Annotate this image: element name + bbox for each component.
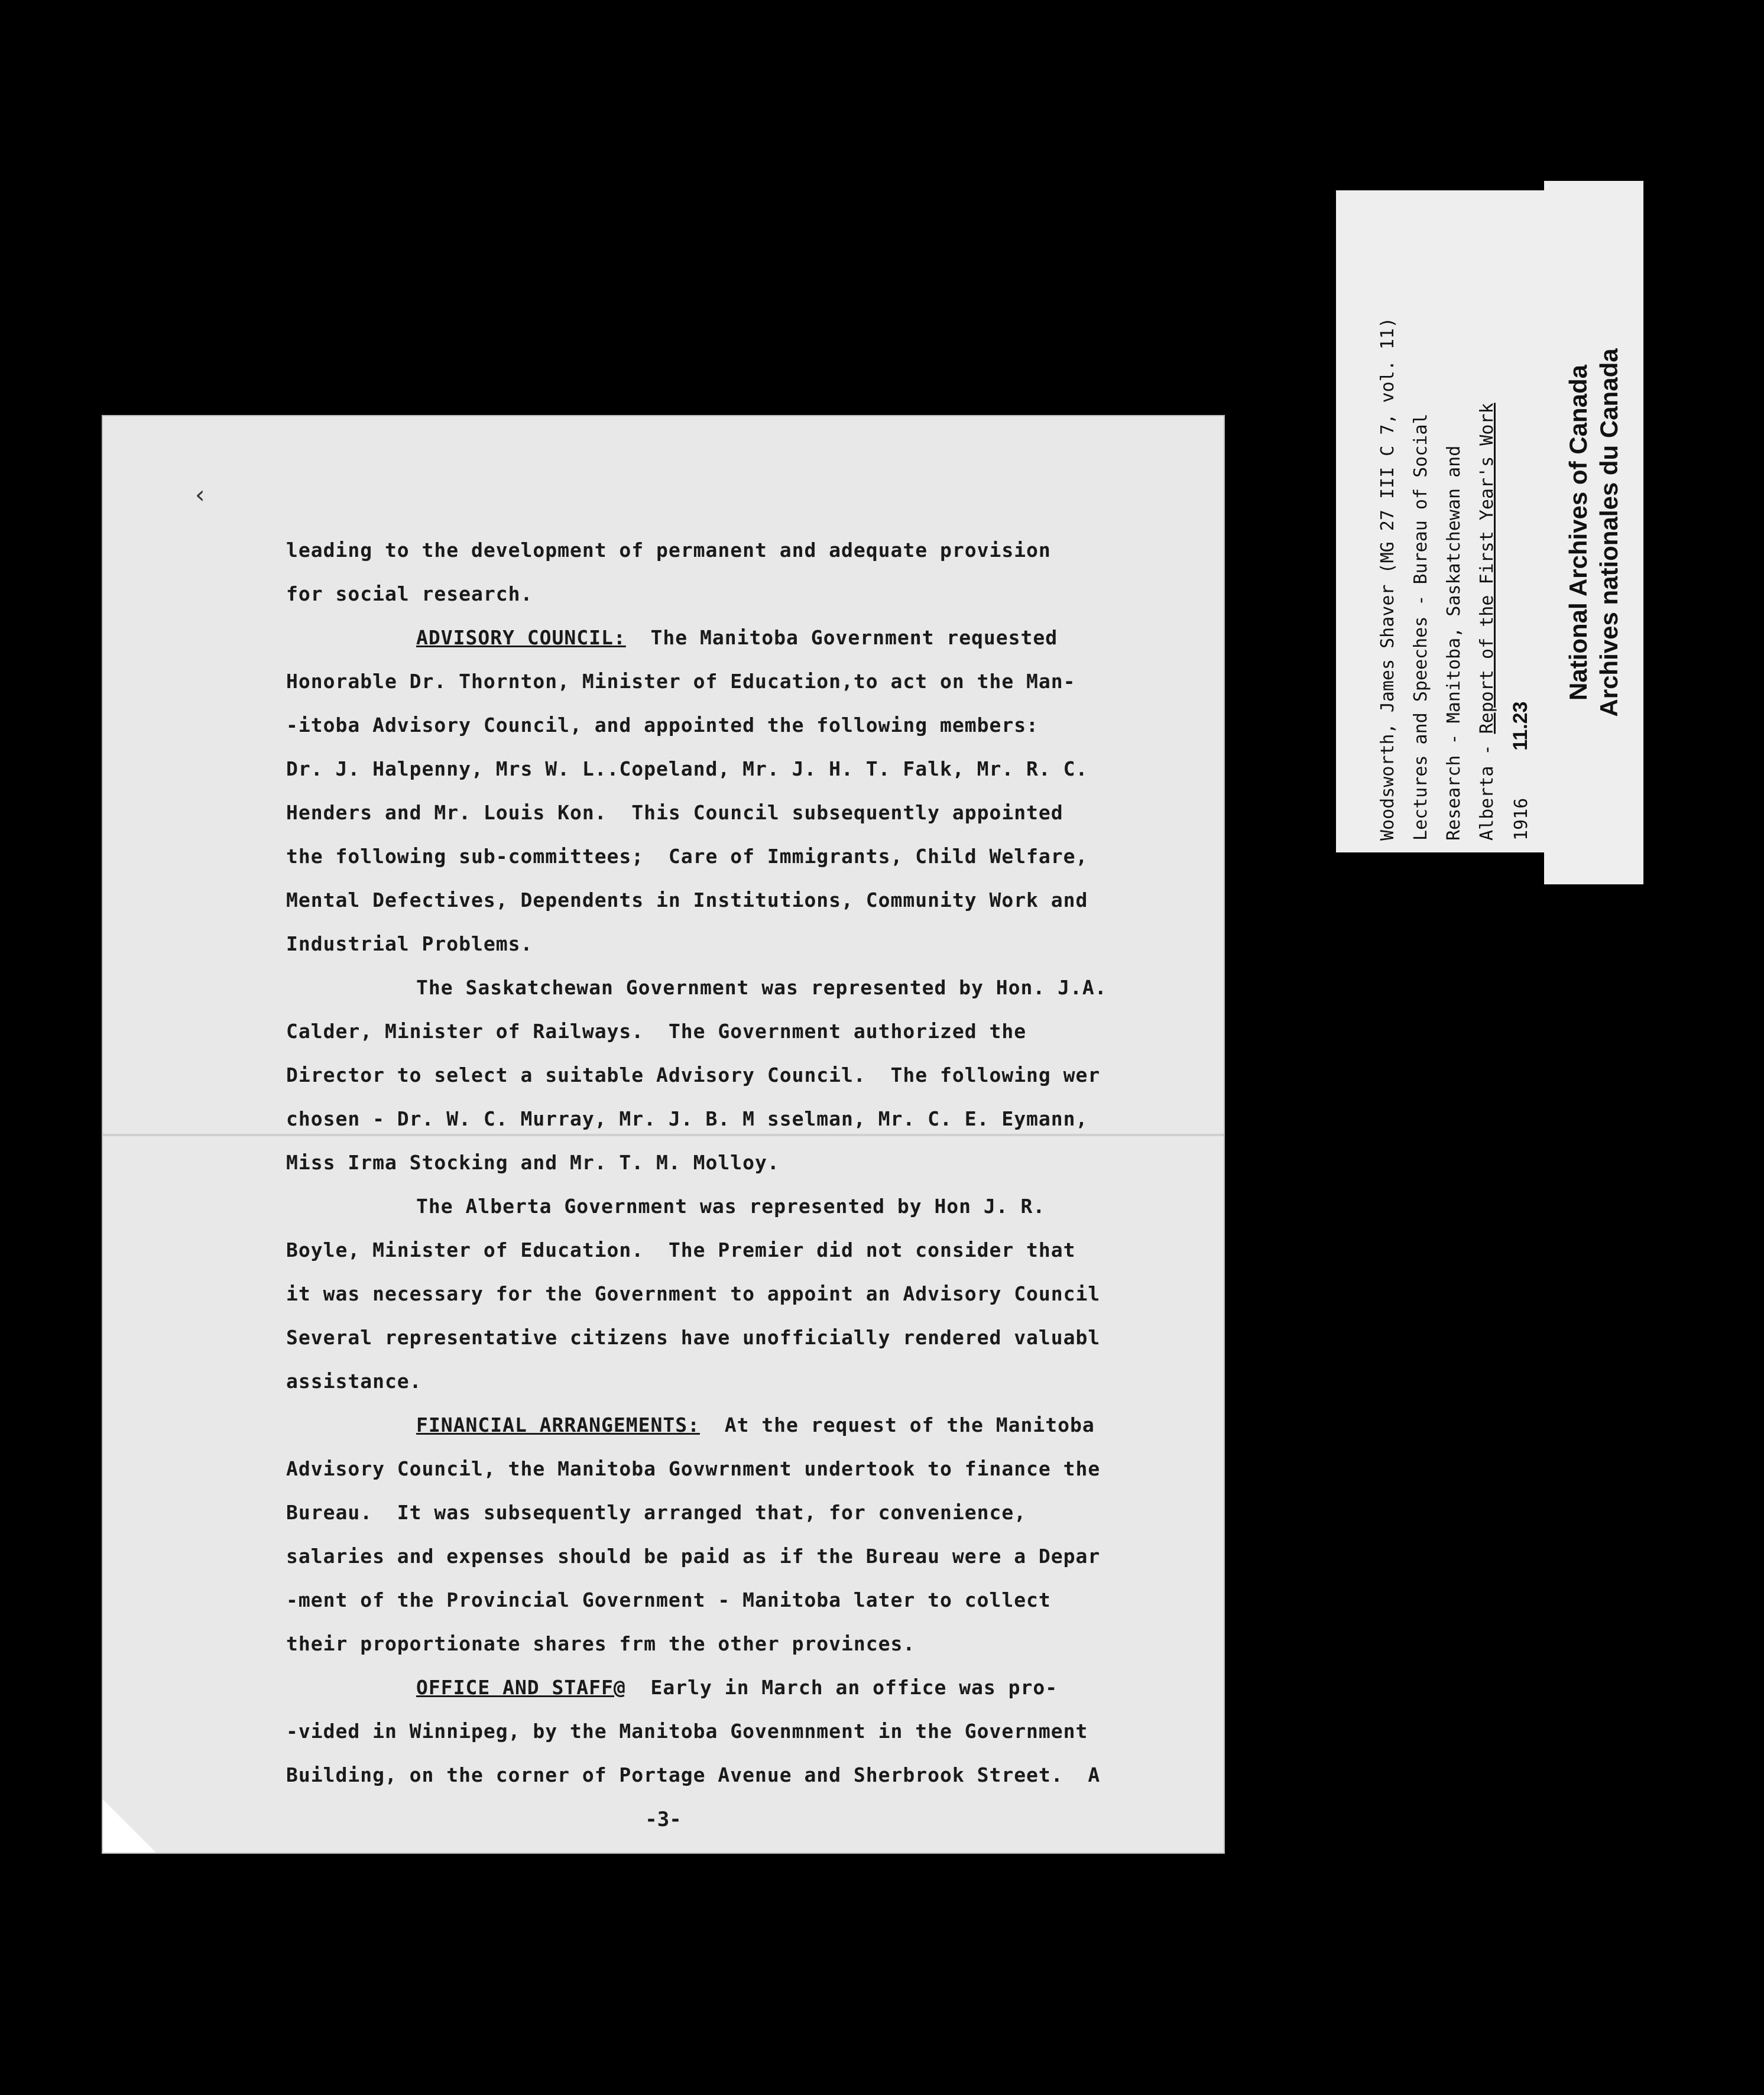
text-span: The Manitoba Government requested — [625, 626, 1058, 649]
catalog-slip-text — [1371, 202, 1537, 841]
text-line: assistance. — [286, 1370, 422, 1393]
text-line: it was necessary for the Government to appoint an Advisory Council — [286, 1282, 1101, 1305]
text-line: Building, on the corner of Portage Avenue and Sherbrook Street. A — [286, 1763, 1101, 1786]
slip-reference: Woodsworth, James Shaver (MG 27 III C 7, vol. 11) — [1377, 317, 1398, 841]
archive-label-fr: Archives nationales du Canada — [1595, 348, 1623, 717]
slip-title-underlined: Report of the First Year's Work — [1477, 403, 1497, 734]
catalog-slip — [1336, 190, 1572, 852]
slip-title-line — [1471, 202, 1504, 841]
text-line: Honorable Dr. Thornton, Minister of Education,to act on the Man- — [286, 670, 1076, 693]
margin-mark: ‹ — [193, 480, 208, 509]
archive-label-text — [1563, 193, 1624, 873]
text-span: Early in March an office was pro- — [625, 1676, 1058, 1699]
text-line: Director to select a suitable Advisory Council. The following wer — [286, 1063, 1101, 1087]
section-heading: OFFICE AND STAFF@ — [416, 1676, 626, 1699]
slip-number: 11.23 — [1509, 701, 1532, 751]
section-heading: ADVISORY COUNCIL: — [416, 626, 626, 649]
text-line: leading to the development of permanent and adequate provision — [286, 539, 1051, 562]
slip-title-prefix: Alberta - — [1477, 734, 1497, 841]
text-line: -ment of the Provincial Government - Manitoba later to collect — [286, 1588, 1051, 1611]
slip-title-line: Research - Manitoba, Saskatchewan and — [1444, 445, 1464, 841]
text-line: Industrial Problems. — [286, 932, 533, 955]
slip-title-line: Lectures and Speeches - Bureau of Social — [1410, 413, 1431, 841]
text-line: Boyle, Minister of Education. The Premier did not consider that — [286, 1238, 1076, 1261]
text-line: -itoba Advisory Council, and appointed the following members: — [286, 714, 1039, 737]
text-line: Dr. J. Halpenny, Mrs W. L..Copeland, Mr. J. H. T. Falk, Mr. R. C. — [286, 757, 1088, 780]
archive-label-en: National Archives of Canada — [1564, 365, 1592, 701]
text-line: the following sub-committees; Care of Immigrants, Child Welfare, — [286, 845, 1088, 868]
slip-year — [1504, 202, 1537, 841]
archive-label — [1544, 181, 1643, 884]
text-line: Advisory Council, the Manitoba Govwrnment undertook to finance the — [286, 1457, 1101, 1480]
typed-text — [286, 528, 1238, 1797]
text-line: Calder, Minister of Railways. The Government authorized the — [286, 1020, 1027, 1043]
text-line: Mental Defectives, Dependents in Institutions, Community Work and — [286, 888, 1088, 912]
slip-year-text: 1916 — [1511, 797, 1532, 841]
text-line: Miss Irma Stocking and Mr. T. M. Molloy. — [286, 1151, 780, 1174]
text-line: for social research. — [286, 582, 533, 605]
text-line: salaries and expenses should be paid as if the Bureau were a Depar — [286, 1545, 1101, 1568]
text-line: The Alberta Government was represented by Hon J. R. — [416, 1195, 1046, 1218]
text-span: At the request of the Manitoba — [699, 1413, 1095, 1436]
text-line — [286, 616, 1238, 660]
section-heading: FINANCIAL ARRANGEMENTS: — [416, 1413, 700, 1436]
text-line: Bureau. It was subsequently arranged that, for convenience, — [286, 1501, 1027, 1524]
document-page — [102, 415, 1225, 1854]
text-line: Henders and Mr. Louis Kon. This Council subsequently appointed — [286, 801, 1063, 824]
text-line — [286, 1666, 1238, 1710]
text-line: The Saskatchewan Government was represented by Hon. J.A. — [416, 976, 1107, 999]
text-line: their proportionate shares frm the other provinces. — [286, 1632, 916, 1655]
text-line: -vided in Winnipeg, by the Manitoba Govenmnment in the Government — [286, 1720, 1088, 1743]
page-number: -3- — [645, 1808, 682, 1831]
text-line: chosen - Dr. W. C. Murray, Mr. J. B. M sselman, Mr. C. E. Eymann, — [286, 1107, 1088, 1130]
text-line: Several representative citizens have unofficially rendered valuabl — [286, 1326, 1101, 1349]
text-line — [286, 1403, 1238, 1447]
